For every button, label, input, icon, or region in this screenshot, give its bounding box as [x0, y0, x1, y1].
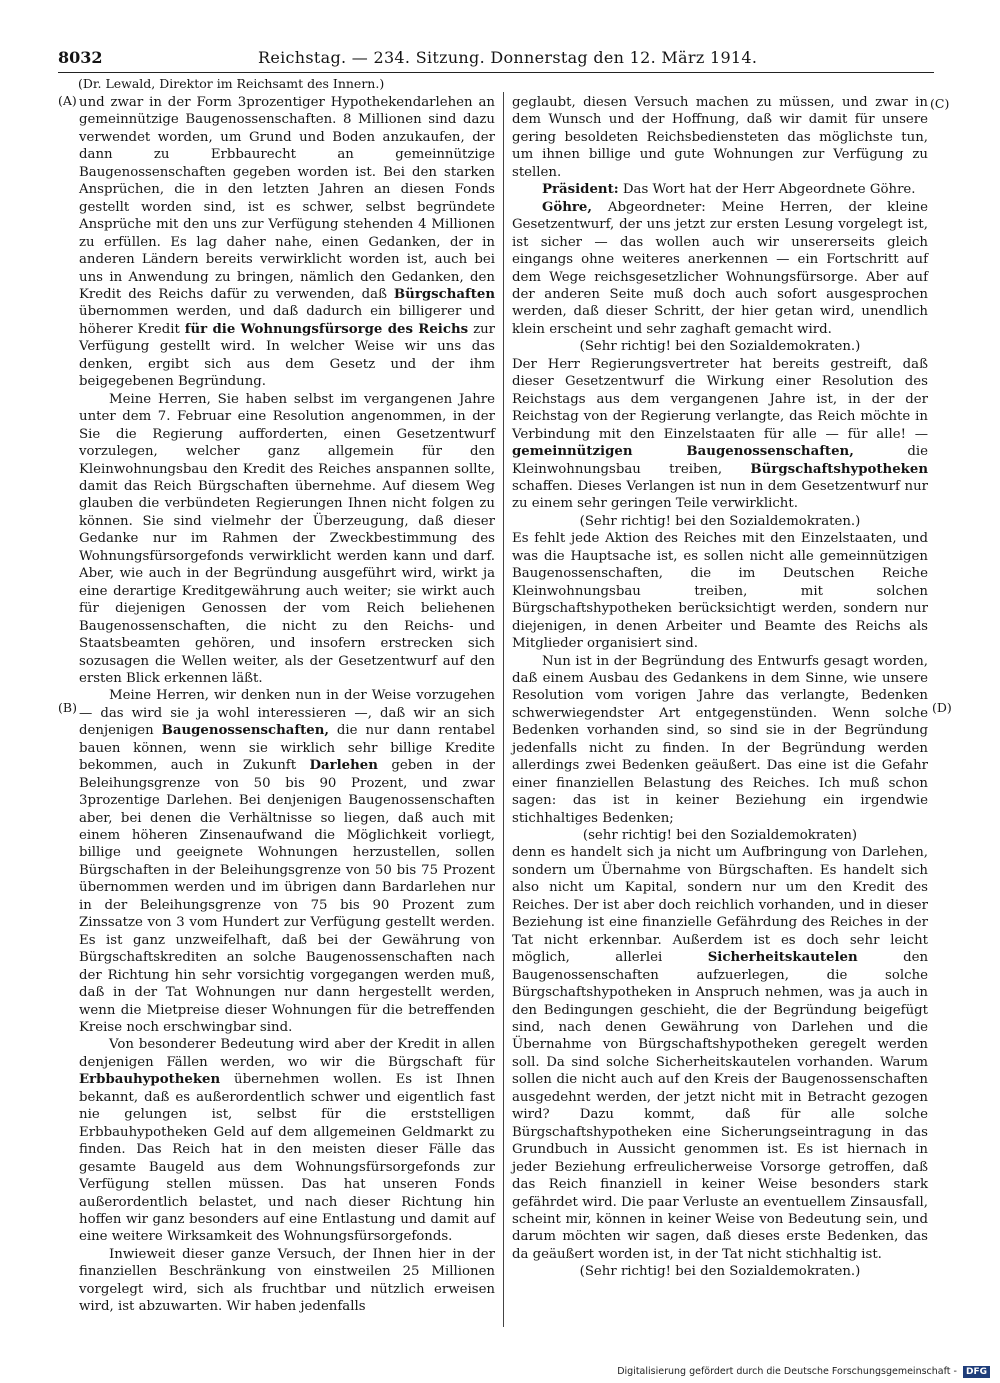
page-number: 8032 [58, 48, 103, 67]
margin-marker-d: (D) [932, 700, 952, 715]
text-run: Abgeordneter: Meine Herren, der kleine Gesetzentwurf, der uns jetzt zur ersten Lesung vorgelegt ist, ist sicher — das wollen auch wir unsererseits gleich eingangs ohne weiteres anerkennen — ein Fortschritt auf dem Wege reichsgesetzlicher Wohnungsfürsorge. Aber auf der anderen Seite muß doch auch sofort ausgesprochen werden, daß dieser Schritt, der hier getan wird, unendlich klein erscheint und sehr zaghaft gemacht wird. [512, 199, 928, 337]
text-run: und zwar in der Form 3prozentiger Hypothekendarlehen an gemeinnützige Baugenossenschaften. 8 Millionen sind dazu verwendet worden, um Grund und Boden anzukaufen, der dann zu Erbbaurecht an gemeinnützige Baugenossenschaften gegeben worden ist. Bei den starken Ansprüchen, die in den letzten Jahren an diesen Fonds gestellt worden sind, ist es schwer, selbst begründete Ansprüche mit den uns zur Verfügung stehenden 4 Millionen zu erfüllen. Es lag daher nahe, einen Gedanken, der in anderen Ländern bereits verwirklicht worden ist, auch bei uns in Anwendung zu bringen, nämlich den Gedanken, den Kredit des Reichs dafür zu verwenden, daß [79, 95, 495, 302]
text-run: schaffen. Dieses Verlangen ist nun in dem Gesetzentwurf nur zu einem sehr geringen Teile verwirklicht. [512, 478, 928, 512]
emphasized-text: Bürgschaftshypotheken [750, 461, 928, 477]
paragraph [79, 1246, 495, 1316]
text-run: Es fehlt jede Aktion des Reiches mit den Einzelstaaten, und was die Hauptsache ist, es sollen nicht alle gemeinnützigen Baugenossenschaften, die im Deutschen Reiche Kleinwohnungsbau treiben, mit solchen Bürgschaftshypotheken berücksichtigt werden, sondern nur diejenigen, in denen Arbeiter und Beamte des Reichs als Mitglieder organisiert sind. [512, 531, 928, 652]
column-divider [503, 92, 504, 1327]
text-run: geben in der Beleihungsgrenze von 50 bis 90 Prozent, und zwar 3prozentige Darlehen. Bei denjenigen Baugenossenschaften aber, bei denen die Verhältnisse so liegen, daß auch mit einem höheren Zinsenaufwand die Möglichkeit vorliegt, billige und geeignete Wohnungen herzustellen, sollen Bürgschaften in der Beleihungsgrenze von 50 bis 75 Prozent übernommen werden und im übrigen dann Bardarlehen nur in der Beleihungsgrenze von 75 bis 90 Prozent zum Zinssatze von 3 vom Hundert zur Verfügung gestellt werden. Es ist ganz unzweifelhaft, daß bei der Gewährung von Bürgschaftskrediten an solche Baugenossenschaften nach der Richtung hin sehr vorsichtig vorgegangen werden muß, daß in der Tat Wohnungen nur dann hergestellt werden, wenn die Mietpreise dieser Wohnungen für die betreffenden Kreise noch erschwingbar sind. [79, 758, 495, 1036]
emphasized-text: gemeinnützigen Baugenossenschaften, [512, 444, 854, 460]
speaker-tag: (Dr. Lewald, Direktor im Reichsamt des Innern.) [78, 76, 385, 91]
text-run: (sehr richtig! bei den Sozialdemokraten) [582, 828, 858, 844]
paragraph [512, 653, 928, 828]
dfg-logo-icon: DFG [963, 1366, 990, 1378]
text-run: Meine Herren, wir denken nun in der Weise vorzugehen — das wird sie ja wohl interessieren —, daß wir an sich denjenigen [79, 688, 495, 739]
paragraph [79, 687, 495, 1036]
text-run: denn es handelt sich ja nicht um Aufbringung von Darlehen, sondern um Übernahme von Bürgschaften. Es handelt sich also nicht um Kapital, sondern nur um den Kredit des Reiches. Der ist aber doch reichlich vorhanden, und in dieser Beziehung ist eine finanzielle Gefährdung des Reiches in der Tat nicht erkennbar. Außerdem ist es doch sehr leicht möglich, allerlei [512, 845, 928, 966]
text-run: die nur dann rentabel bauen können, wenn sie wirklich sehr billige Kredite bekommen, auch in Zukunft [79, 723, 495, 774]
text-run: die Kleinwohnungsbau treiben, [512, 444, 928, 477]
text-run: Das Wort hat der Herr Abgeordnete Göhre. [618, 182, 916, 198]
text-run: Von besonderer Bedeutung wird aber der Kredit in allen denjenigen Fällen werden, wo wir die Bürgschaft für [79, 1037, 495, 1070]
text-run: Der Herr Regierungsvertreter hat bereits gestreift, daß dieser Gesetzentwurf die Wirkung einer Resolution des Reichstags aus dem vergangenen Jahre ist, in der der Reichstag von der Regierung verlangte, das Reich möchte in Verbindung mit den Einzelstaaten für alle — für alle! — [512, 356, 928, 442]
text-run: (Sehr richtig! bei den Sozialdemokraten.) [579, 513, 861, 529]
emphasized-text: Baugenossenschaften, [161, 723, 330, 739]
text-run: (Sehr richtig! bei den Sozialdemokraten.) [579, 339, 861, 355]
emphasized-text: Bürgschaften [393, 286, 495, 302]
emphasized-text: Sicherheitskautelen [707, 950, 858, 966]
paragraph [512, 530, 928, 652]
paragraph [512, 94, 928, 181]
margin-marker-a: (A) [58, 93, 77, 108]
emphasized-text: Präsident: [542, 182, 619, 198]
footer-credit: Digitalisierung gefördert durch die Deutsche Forschungsgemeinschaft - [617, 1366, 957, 1377]
text-run: übernehmen wollen. Es ist Ihnen bekannt, daß es außerordentlich schwer und eigentlich fast nie gelungen ist, selbst für die erststelligen Erbbauhypotheken Geld auf dem allgemeinen Geldmarkt zu finden. Das Reich hat in den meisten dieser Fälle das gesamte Baugeld aus dem Wohnungsfürsorgefonds zur Verfügung stellen müssen. Das hat unseren Fonds außerordentlich belastet, und nach dieser Richtung hin hoffen wir ganz besonders auf eine Entlastung und damit auf eine weitere Wirksamkeit des Wohnungsfürsorgefonds. [79, 1072, 495, 1245]
interjection [512, 513, 928, 530]
header-rule [58, 72, 934, 73]
emphasized-text: Erbbauhypotheken [79, 1072, 221, 1088]
footer [610, 1364, 990, 1380]
text-run: zur Verfügung gestellt wird. In welcher Weise wir uns das denken, ergibt sich aus dem Gesetz und der ihm beigegebenen Begründung. [79, 321, 496, 390]
paragraph [512, 356, 928, 513]
left-column [79, 94, 495, 1316]
margin-marker-b: (B) [58, 700, 77, 715]
interjection [512, 1263, 928, 1280]
paragraph [79, 1036, 495, 1245]
interjection [512, 338, 928, 355]
right-column [512, 94, 928, 1281]
text-run: Meine Herren, Sie haben selbst im vergangenen Jahre unter dem 7. Februar eine Resolution angenommen, in der Sie die Regierung aufforderten, einen Gesetzentwurf vorzulegen, welcher ganz allgemein für den Kleinwohnungsbau den Kredit des Reiches anspannen sollte, damit das Reich Bürgschaften übernehme. Auf diesem Weg glauben die verbündeten Regierungen Ihnen nicht folgen zu können. Sie sind vielmehr der Überzeugung, daß dieser Gedanke nur im Rahmen der Zweckbestimmung des Wohnungsfürsorgefonds verwirklicht werden kann und darf. Aber, wie auch in der Begründung ausgeführt wird, wirkt ja eine derartige Kreditgewährung auch weiter; sie wirkt auch für diejenigen Genossen der vom Reich beliehenen Baugenossenschaften, die nicht zu den Reichs- und Staatsbeamten gehören, und insofern erstrecken sich sozusagen die Wellen weiter, als der Gesetzentwurf auf den ersten Blick erkennen läßt. [79, 391, 495, 686]
page-title: Reichstag. — 234. Sitzung. Donnerstag den 12. März 1914. [258, 48, 758, 67]
margin-marker-c: (C) [930, 96, 950, 111]
text-run: übernommen werden, und daß dadurch ein billigerer und höherer Kredit [79, 304, 495, 337]
text-run: Nun ist in der Begründung des Entwurfs gesagt worden, daß einem Ausbau des Gedankens in dem Sinne, wie unsere Resolution vom vorigen Jahre das verlangte, Bedenken schwerwiegendster Art entgegenstünden. Wenn solche Bedenken vorhanden sind, so sind sie in der Begründung jedenfalls nicht zu finden. In der Begründung werden allerdings zwei Bedenken geäußert. Das eine ist die Gefahr einer finanziellen Belastung des Reiches. Ich muß schon sagen: das ist in keiner Beziehung ein irgendwie stichhaltiges Bedenken; [512, 653, 928, 826]
text-run: geglaubt, diesen Versuch machen zu müssen, und zwar in dem Wunsch und der Hoffnung, daß wir damit für unsere gering besoldeten Reichsbediensteten das möglichste tun, um ihnen billige und gute Wohnungen zur Verfügung zu stellen. [512, 95, 928, 180]
paragraph [79, 94, 495, 391]
text-run: Inwieweit dieser ganze Versuch, der Ihnen hier in der finanziellen Beschränkung von einstweilen 25 Millionen vorgelegt wird, sich als fruchtbar und nützlich erweisen wird, ist abzuwarten. Wir haben jedenfalls [79, 1246, 495, 1315]
emphasized-text: Darlehen [309, 758, 378, 774]
paragraph [512, 844, 928, 1263]
emphasized-text: Göhre, [542, 199, 592, 215]
paragraph [512, 199, 928, 339]
text-run: (Sehr richtig! bei den Sozialdemokraten.) [579, 1264, 861, 1280]
interjection [512, 827, 928, 844]
paragraph [512, 181, 928, 198]
emphasized-text: für die Wohnungsfürsorge des Reichs [184, 321, 469, 337]
text-run: den Baugenossenschaften aufzuerlegen, die solche Bürgschaftshypotheken in Anspruch nehmen, was ja auch in den Bedingungen geschieht, die der Begründung beigefügt sind, nach denen Gewährung von Darlehen und die Übernahme von Bürgschaftshypotheken geregelt werden soll. Da sind solche Sicherheitskautelen vorhanden. Warum sollen die nicht auch auf den Kreis der Baugenossenschaften ausgedehnt werden, der jetzt nicht mit in Betracht gezogen wird? Dazu kommt, daß für alle solche Bürgschaftshypotheken eine Sicherungseintragung in das Grundbuch in Aussicht genommen ist. Es ist hiernach in jeder Beziehung erfreulicherweise Vorsorge getroffen, daß das Reich finanziell in keiner Weise besonders stark gefährdet wird. Die paar Verluste an eventuellem Zinsausfall, scheint mir, können in keiner Weise von Bedeutung sein, und darum möchten wir sagen, daß dieses erste Bedenken, das da geäußert worden ist, in der Tat nicht stichhaltig ist. [512, 950, 929, 1262]
paragraph [79, 391, 495, 688]
